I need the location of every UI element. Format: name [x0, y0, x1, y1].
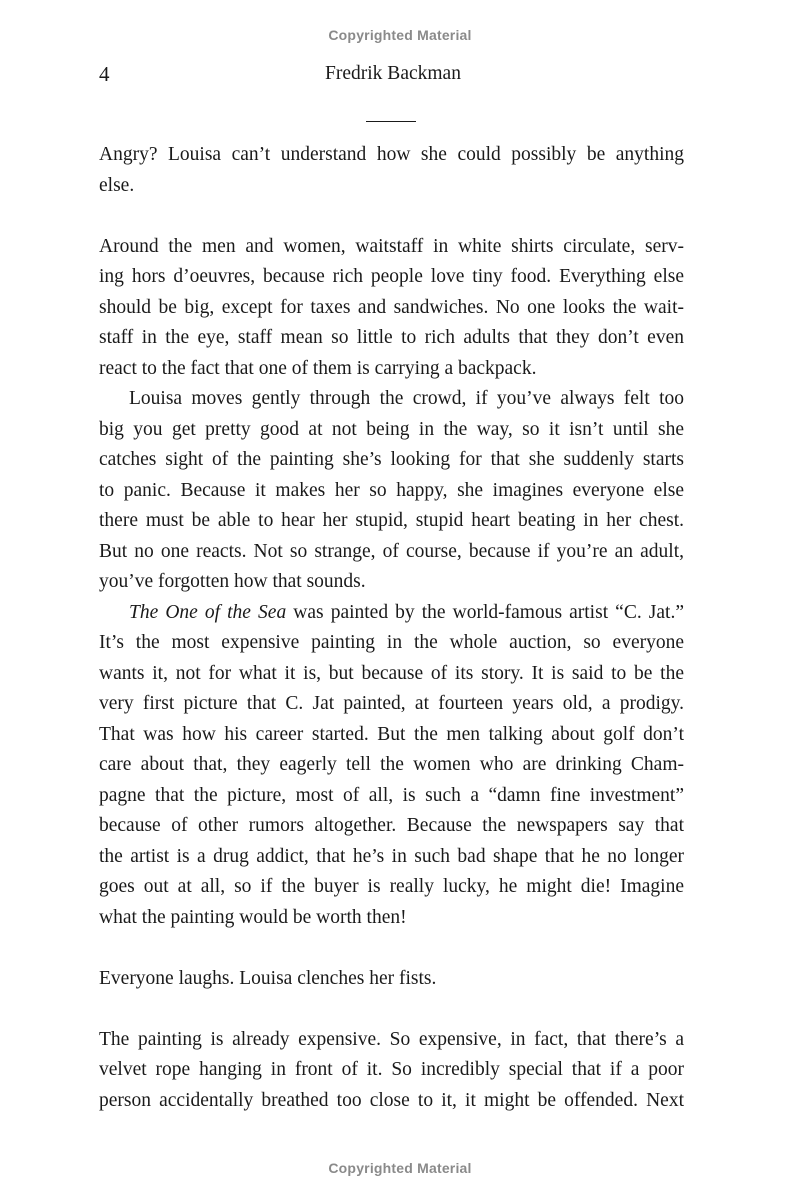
- text-line: there must be able to hear her stupid, stupid heart beating in her chest.: [99, 510, 684, 531]
- section-divider: [366, 121, 416, 122]
- text-line: velvet rope hanging in front of it. So incredibly special that if a poor: [99, 1059, 684, 1080]
- text-line: ing hors d’oeuvres, because rich people love tiny food. Everything else: [99, 266, 684, 287]
- text-line: person accidentally breathed too close to it, it might be offended. Next: [99, 1089, 684, 1111]
- text-line: Louisa moves gently through the crowd, if you’ve always felt too: [129, 388, 684, 409]
- text-line: But no one reacts. Not so strange, of course, because if you’re an adult,: [99, 540, 684, 562]
- body-text: [99, 140, 684, 1116]
- painting-title: The One of the Sea: [129, 601, 287, 623]
- text-line: big you get pretty good at not being in the way, so it isn’t until she: [99, 418, 684, 440]
- text-line: should be big, except for taxes and sandwiches. No one looks the wait-: [99, 296, 684, 318]
- paragraph-6: [99, 1025, 684, 1117]
- copyright-watermark-top: Copyrighted Material: [328, 27, 472, 43]
- text-line: react to the fact that one of them is carrying a backpack.: [99, 357, 537, 379]
- text-line: wants it, not for what it is, but because of its story. It is said to be the: [99, 662, 684, 684]
- text-line: else.: [99, 174, 135, 196]
- text-line: goes out at all, so if the buyer is really lucky, he might die! Imagine: [99, 876, 684, 897]
- paragraph-2: [99, 232, 684, 385]
- paragraph-3: [99, 384, 684, 598]
- text-line: to panic. Because it makes her so happy, she imagines everyone else: [99, 479, 684, 501]
- text-line: That was how his career started. But the men talking about golf don’t: [99, 723, 684, 745]
- text-line: the artist is a drug addict, that he’s in such bad shape that he no longer: [99, 845, 684, 867]
- text-line: you’ve forgotten how that sounds.: [99, 571, 366, 592]
- page-number: 4: [99, 62, 110, 86]
- text-line: It’s the most expensive painting in the whole auction, so everyone: [99, 632, 684, 653]
- text-line: because of other rumors altogether. Because the newspapers say that: [99, 815, 684, 836]
- text-line: pagne that the picture, most of all, is such a “damn fine investment”: [99, 784, 684, 806]
- text-line: Angry? Louisa can’t understand how she could possibly be anything: [99, 144, 684, 165]
- paragraph-4: [99, 598, 684, 934]
- text-line: care about that, they eagerly tell the women who are drinking Cham-: [99, 754, 684, 775]
- text-line: The painting is already expensive. So expensive, in fact, that there’s a: [99, 1028, 684, 1050]
- copyright-watermark-bottom: Copyrighted Material: [328, 1160, 472, 1176]
- text-line: very first picture that C. Jat painted, at fourteen years old, a prodigy.: [99, 693, 684, 714]
- text-line: catches sight of the painting she’s looking for that she suddenly starts: [99, 449, 684, 470]
- running-head-author: Fredrik Backman: [325, 63, 461, 84]
- paragraph-5: [99, 964, 684, 995]
- paragraph-1: [99, 140, 684, 201]
- text-line: staff in the eye, staff mean so little to rich adults that they don’t even: [99, 327, 684, 348]
- text-line: Around the men and women, waitstaff in white shirts circulate, serv-: [99, 235, 684, 257]
- text-line: what the painting would be worth then!: [99, 906, 407, 928]
- text-line: Everyone laughs. Louisa clenches her fists.: [99, 967, 437, 989]
- text-line: [99, 598, 684, 629]
- text-line-rest: was painted by the world-famous artist “C. Jat.”: [286, 601, 684, 623]
